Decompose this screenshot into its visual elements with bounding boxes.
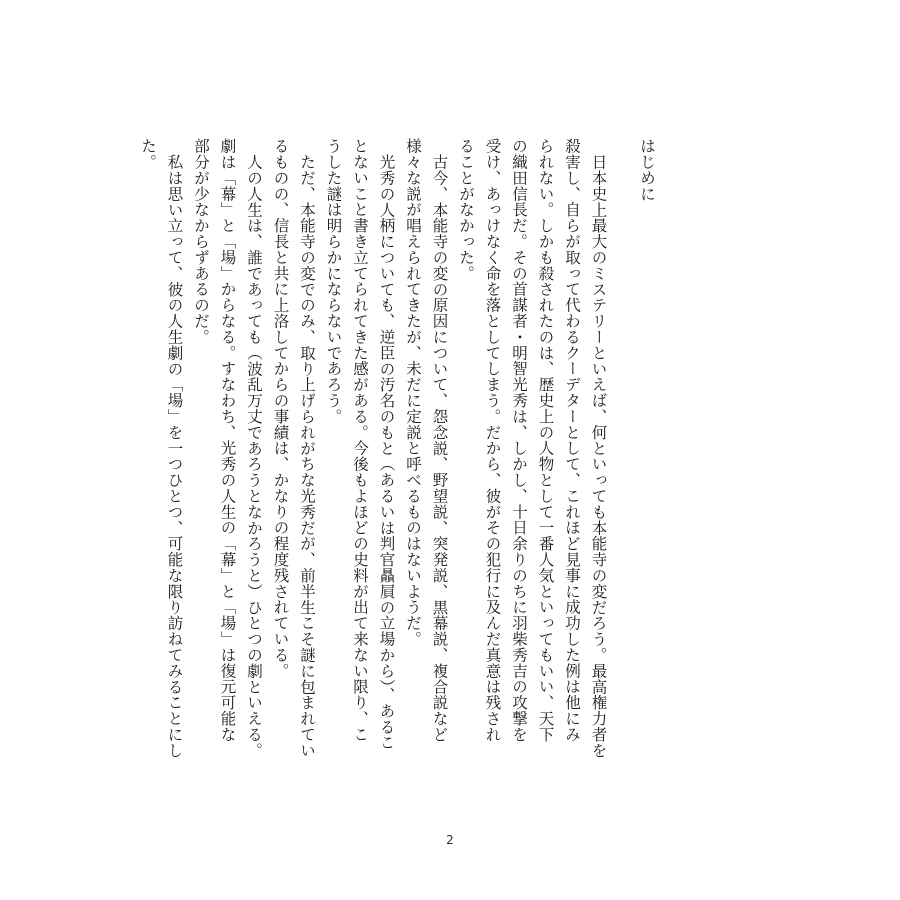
paragraph-5: 人の人生は、誰であっても（波乱万丈であろうとなかろうと）ひとつの劇といえる。劇は「幕」と「場」からなる。すなわち、光秀の人生の「幕」と「場」は復元可能な部分が少なからずあるのだ。 — [192, 138, 263, 758]
paragraph-2: 古今、本能寺の変の原因について、怨念説、野望説、突発説、黒幕説、複合説など様々な説が唱えられてきたが、未だに定説と呼べるものはないようだ。 — [404, 138, 449, 742]
paragraph-1: 日本史上最大のミステリーといえば、何といっても本能寺の変だろう。最高権力者を殺害し、自らが取って代わるクーデターとして、これほど見事に成功した例は他にみられない。しかも殺されたのは、歴史上の人物として一番人気といってもいい、天下の織田信長だ。その首謀者・明智光秀は、しかし、十日余りのちに羽柴秀吉の攻撃を受け、あっけなく命を落としてしまう。だから、彼がその犯行に及んだ真意は残されることがなかった。 — [457, 138, 608, 758]
paragraph-3: 光秀の人柄についても、逆臣の汚名のもと（あるいは判官贔屓の立場から）、あることないこと書き立てられてきた感がある。今後もよほどの史料が出て来ない限り、こうした謎は明らかにならないであろう。 — [324, 138, 396, 750]
paragraph-6: 私は思い立って、彼の人生劇の「場」を一つひとつ、可能な限り訪ねてみることにした。 — [139, 138, 184, 758]
paragraph-4: ただ、本能寺の変でのみ、取り上げられがちな光秀だが、前半生こそ謎に包まれているものの、信長と共に上洛してからの事績は、かなりの程度残されている。 — [271, 138, 316, 758]
vertical-text-body — [135, 138, 661, 758]
chapter-heading: はじめに — [638, 138, 656, 202]
page-number: 2 — [446, 833, 454, 847]
